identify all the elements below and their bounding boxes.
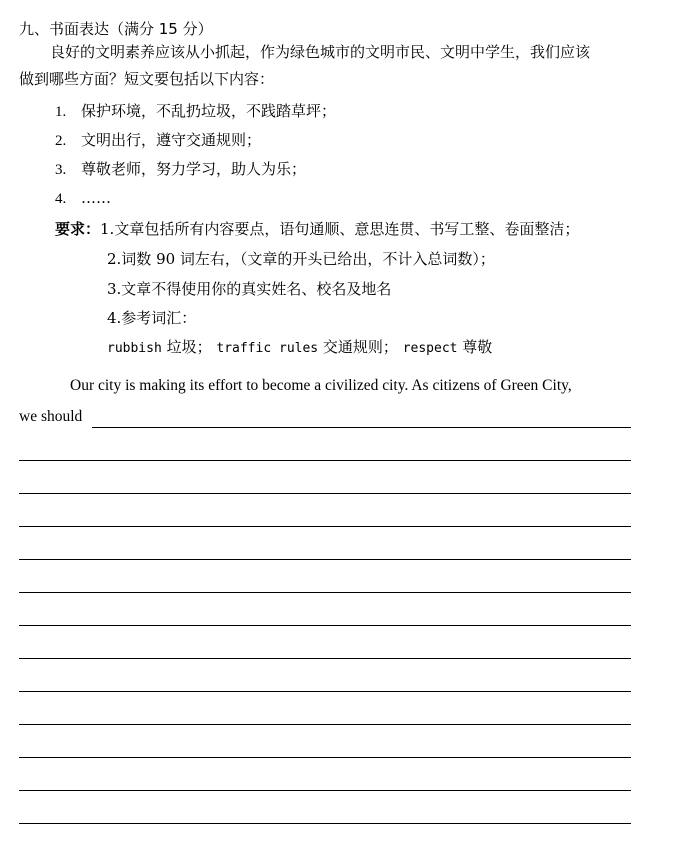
writing-line[interactable] bbox=[19, 460, 631, 461]
point-text: 保护环境，不乱扔垃圾，不践踏草坪； bbox=[81, 102, 337, 120]
writing-line[interactable] bbox=[19, 592, 631, 593]
writing-line[interactable] bbox=[19, 823, 631, 824]
writing-line[interactable] bbox=[92, 427, 631, 428]
point-number: 2. bbox=[55, 133, 67, 149]
requirement-4: 4.参考词汇： bbox=[107, 309, 197, 327]
intro-line-2: 做到哪些方面？短文要包括以下内容： bbox=[19, 70, 275, 88]
intro-line-1: 良好的文明素养应该从小抓起，作为绿色城市的文明市民、文明中学生，我们应该 bbox=[50, 43, 591, 61]
requirement-3: 3.文章不得使用你的真实姓名、校名及地名 bbox=[107, 280, 392, 298]
vocab-zh: 尊敬 bbox=[462, 338, 493, 356]
essay-opening-line-1: Our city is making its effort to become a civilized city. As citizens of Green City, bbox=[70, 377, 572, 394]
requirements-label: 要求： bbox=[55, 220, 101, 238]
writing-line[interactable] bbox=[19, 658, 631, 659]
writing-line[interactable] bbox=[19, 559, 631, 560]
point-text: …… bbox=[81, 189, 111, 207]
point-text: 尊敬老师，努力学习，助人为乐； bbox=[81, 160, 307, 178]
content-point-4 bbox=[55, 187, 111, 210]
vocab-en: rubbish bbox=[107, 341, 162, 356]
content-point-1 bbox=[55, 100, 336, 123]
vocabulary-line bbox=[107, 336, 492, 360]
point-number: 4. bbox=[55, 191, 67, 207]
writing-line[interactable] bbox=[19, 691, 631, 692]
essay-opening-line-2: we should bbox=[19, 408, 83, 425]
point-number: 3. bbox=[55, 162, 67, 178]
content-point-2 bbox=[55, 129, 261, 152]
writing-line[interactable] bbox=[19, 790, 631, 791]
section-title: 九、书面表达（满分 15 分） bbox=[19, 20, 213, 38]
writing-line[interactable] bbox=[19, 493, 631, 494]
writing-line[interactable] bbox=[19, 526, 631, 527]
requirement-2: 2.词数 90 词左右，（文章的开头已给出，不计入总词数）； bbox=[107, 250, 495, 268]
writing-line[interactable] bbox=[19, 757, 631, 758]
writing-line[interactable] bbox=[19, 724, 631, 725]
requirement-1 bbox=[55, 218, 579, 240]
point-text: 文明出行，遵守交通规则； bbox=[81, 131, 262, 149]
vocab-en: traffic rules bbox=[216, 341, 319, 356]
writing-line[interactable] bbox=[19, 625, 631, 626]
vocab-zh: 垃圾； bbox=[166, 338, 212, 356]
vocab-zh: 交通规则； bbox=[322, 338, 398, 356]
vocab-en: respect bbox=[402, 341, 458, 356]
requirement-text: 1.文章包括所有内容要点，语句通顺、意思连贯、书写工整、卷面整洁； bbox=[100, 220, 580, 238]
content-point-3 bbox=[55, 158, 306, 181]
point-number: 1. bbox=[55, 104, 67, 120]
